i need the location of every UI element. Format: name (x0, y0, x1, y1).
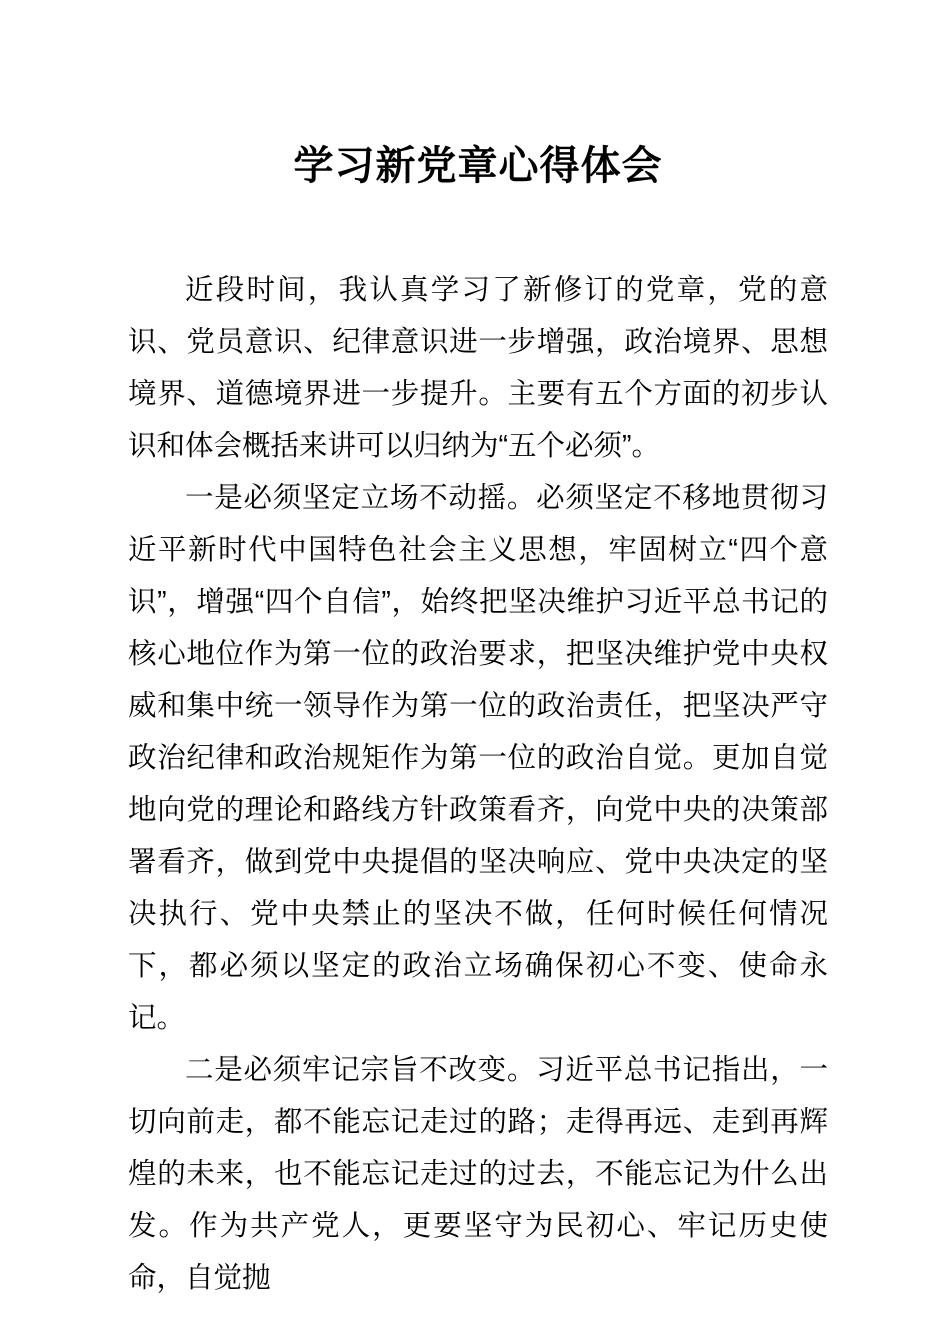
page-title: 学习新党章心得体会 (293, 144, 663, 188)
paragraph-3: 二是必须牢记宗旨不改变。习近平总书记指出，一切向前走，都不能忘记走过的路；走得再远、走到再辉煌的未来，也不能忘记走过的过去，不能忘记为什么出发。作为共产党人，更要坚守为民初心、牢记历史使命，自觉抛 (128, 1054, 828, 1294)
document-content (128, 0, 828, 1304)
document-body (128, 264, 828, 1304)
paragraph-1: 近段时间，我认真学习了新修订的党章，党的意识、党员意识、纪律意识进一步增强，政治境界、思想境界、道德境界进一步提升。主要有五个方面的初步认识和体会概括来讲可以归纳为“五个必须”。 (128, 274, 828, 462)
paragraph-2: 一是必须坚定立场不动摇。必须坚定不移地贯彻习近平新时代中国特色社会主义思想，牢固树立“四个意识”，增强“四个自信”，始终把坚决维护习近平总书记的核心地位作为第一位的政治要求，把坚决维护党中央权威和集中统一领导作为第一位的政治责任，把坚决严守政治纪律和政治规矩作为第一位的政治自觉。更加自觉地向党的理论和路线方针政策看齐，向党中央的决策部署看齐，做到党中央提倡的坚决响应、党中央决定的坚决执行、党中央禁止的坚决不做，任何时候任何情况下，都必须以坚定的政治立场确保初心不变、使命永记。 (128, 482, 828, 1034)
